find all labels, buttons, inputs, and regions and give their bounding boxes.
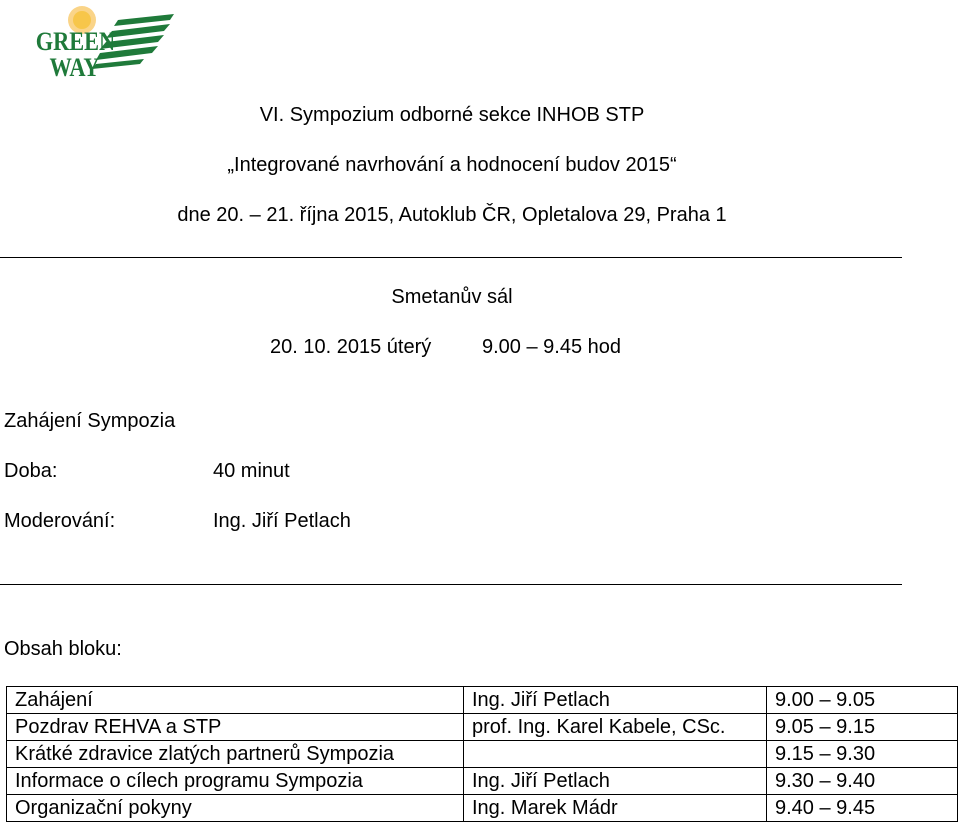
table-row — [7, 714, 958, 741]
speaker-cell: Ing. Jiří Petlach — [464, 768, 767, 795]
session-time: 9.00 – 9.45 hod — [482, 336, 622, 358]
moderator-label: Moderování: — [4, 510, 116, 532]
table-row — [7, 741, 958, 768]
sun-core-icon — [73, 11, 91, 29]
logo-graphic — [34, 4, 176, 78]
moderator-value: Ing. Jiří Petlach — [213, 510, 351, 532]
time-cell: 9.40 – 9.45 — [767, 795, 958, 822]
divider — [0, 584, 902, 585]
speaker-cell: prof. Ing. Karel Kabele, CSc. — [464, 714, 767, 741]
table-row — [7, 795, 958, 822]
stripe-icon — [114, 14, 174, 26]
speaker-cell: Ing. Jiří Petlach — [464, 687, 767, 714]
event-date-venue: dne 20. – 21. října 2015, Autoklub ČR, Opletalova 29, Praha 1 — [177, 204, 727, 226]
logo-brand-line2: WAY — [49, 53, 100, 78]
block-title: Zahájení Sympozia — [4, 410, 176, 432]
time-cell: 9.00 – 9.05 — [767, 687, 958, 714]
program-table — [6, 686, 958, 822]
table-row — [7, 768, 958, 795]
topic-cell: Organizační pokyny — [7, 795, 464, 822]
table-row — [7, 687, 958, 714]
topic-cell: Krátké zdravice zlatých partnerů Sympozia — [7, 741, 464, 768]
topic-cell: Zahájení — [7, 687, 464, 714]
time-cell: 9.30 – 9.40 — [767, 768, 958, 795]
logo-brand-line1: GREEN — [35, 27, 116, 57]
time-cell: 9.15 – 9.30 — [767, 741, 958, 768]
content-heading: Obsah bloku: — [4, 638, 122, 660]
event-subtitle: „Integrované navrhování a hodnocení budov 2015“ — [227, 154, 677, 176]
topic-cell: Informace o cílech programu Sympozia — [7, 768, 464, 795]
greenway-logo — [34, 4, 176, 78]
event-title: VI. Sympozium odborné sekce INHOB STP — [259, 104, 645, 126]
time-cell: 9.05 – 9.15 — [767, 714, 958, 741]
stripe-icon — [92, 59, 144, 69]
session-date: 20. 10. 2015 úterý — [270, 336, 432, 358]
session-hall: Smetanův sál — [391, 286, 513, 308]
duration-label: Doba: — [4, 460, 58, 482]
topic-cell: Pozdrav REHVA a STP — [7, 714, 464, 741]
divider — [0, 257, 902, 258]
speaker-cell: Ing. Marek Mádr — [464, 795, 767, 822]
duration-value: 40 minut — [213, 460, 290, 482]
speaker-cell — [464, 741, 767, 768]
